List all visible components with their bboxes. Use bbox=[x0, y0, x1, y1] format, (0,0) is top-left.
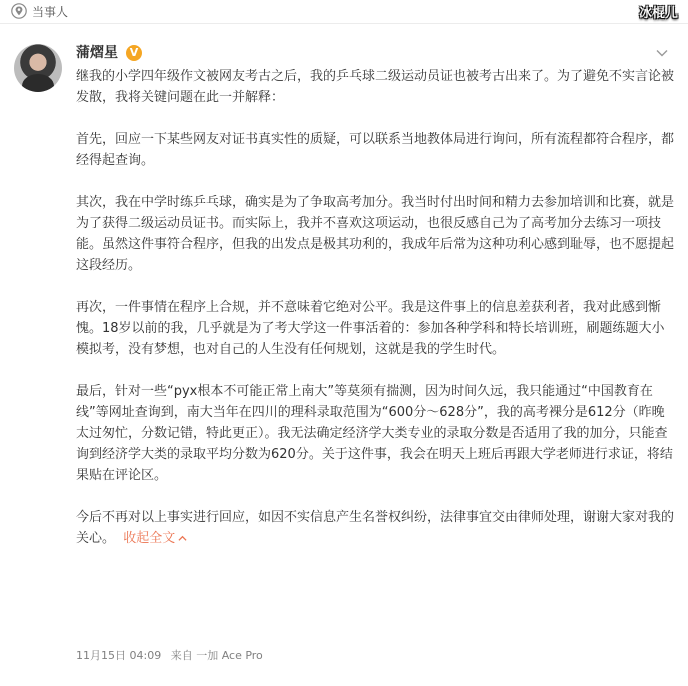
post-source: 来自 一加 Ace Pro bbox=[170, 649, 263, 662]
location-icon bbox=[11, 3, 27, 19]
watermark: 冰棍儿 bbox=[638, 6, 678, 21]
topic-label[interactable]: 当事人 bbox=[32, 5, 69, 19]
post-content bbox=[76, 66, 676, 549]
post-paragraph-last bbox=[76, 507, 676, 549]
author-name[interactable]: 蒲熠星 bbox=[76, 45, 118, 61]
verified-badge-icon: V bbox=[126, 45, 142, 61]
collapse-label[interactable]: 收起全文 bbox=[123, 531, 176, 546]
post-paragraph: 其次，我在中学时练乒乓球，确实是为了争取高考加分。我当时付出时间和精力去参加培训和比赛，就是为了获得二级运动员证书。而实际上，我并不喜欢这项运动，也很反感自己为了高考加分去练习一项技能。虽然这件事符合程序，但我的出发点是极其功利的，我成年后常为这种功利心感到耻辱，也不愿提起这段经历。 bbox=[76, 195, 675, 273]
post-paragraph: 再次，一件事情在程序上合规，并不意味着它绝对公平。我是这件事上的信息差获利者，我对此感到惭愧。18岁以前的我，几乎就是为了考大学这一件事活着的：参加各种学科和特长培训班，刷题练题大小模拟考，没有梦想，也对自己的人生没有任何规划，这就是我的学生时代。 bbox=[76, 300, 665, 357]
post-paragraph: 今后不再对以上事实进行回应，如因不实信息产生名誉权纠纷，法律事宜交由律师处理，谢谢大家对我的关心。 bbox=[76, 510, 675, 546]
chevron-down-icon[interactable] bbox=[655, 46, 669, 60]
avatar[interactable] bbox=[14, 44, 62, 92]
collapse-link[interactable] bbox=[123, 531, 187, 546]
post-paragraph: 最后，针对一些“pyx根本不可能正常上南大”等莫须有揣测，因为时间久远，我只能通过“中国教育在线”等网址查询到，南大当年在四川的理科录取范围为“600分～628分”，我的高考裸分是612分（昨晚太过匆忙，分数记错，特此更正）。我无法确定经济学大类专业的录取分数是否适用了我的加分，只能查询到经济学大类的录取平均分数为620分。关于这件事，我会在明天上班后再跟大学老师进行求证，将结果贴在评论区。 bbox=[76, 384, 673, 483]
post-paragraph: 继我的小学四年级作文被网友考古之后，我的乒乓球二级运动员证也被考古出来了。为了避免不实言论被发散，我将关键问题在此一并解释： bbox=[76, 69, 675, 105]
post-paragraph: 首先，回应一下某些网友对证书真实性的质疑，可以联系当地教体局进行询问，所有流程都符合程序，都经得起查询。 bbox=[76, 132, 675, 168]
chevron-up-icon[interactable] bbox=[178, 534, 187, 543]
post-date[interactable]: 11月15日 04:09 bbox=[76, 649, 162, 662]
topic-bar bbox=[0, 0, 688, 24]
post-meta bbox=[76, 649, 269, 663]
